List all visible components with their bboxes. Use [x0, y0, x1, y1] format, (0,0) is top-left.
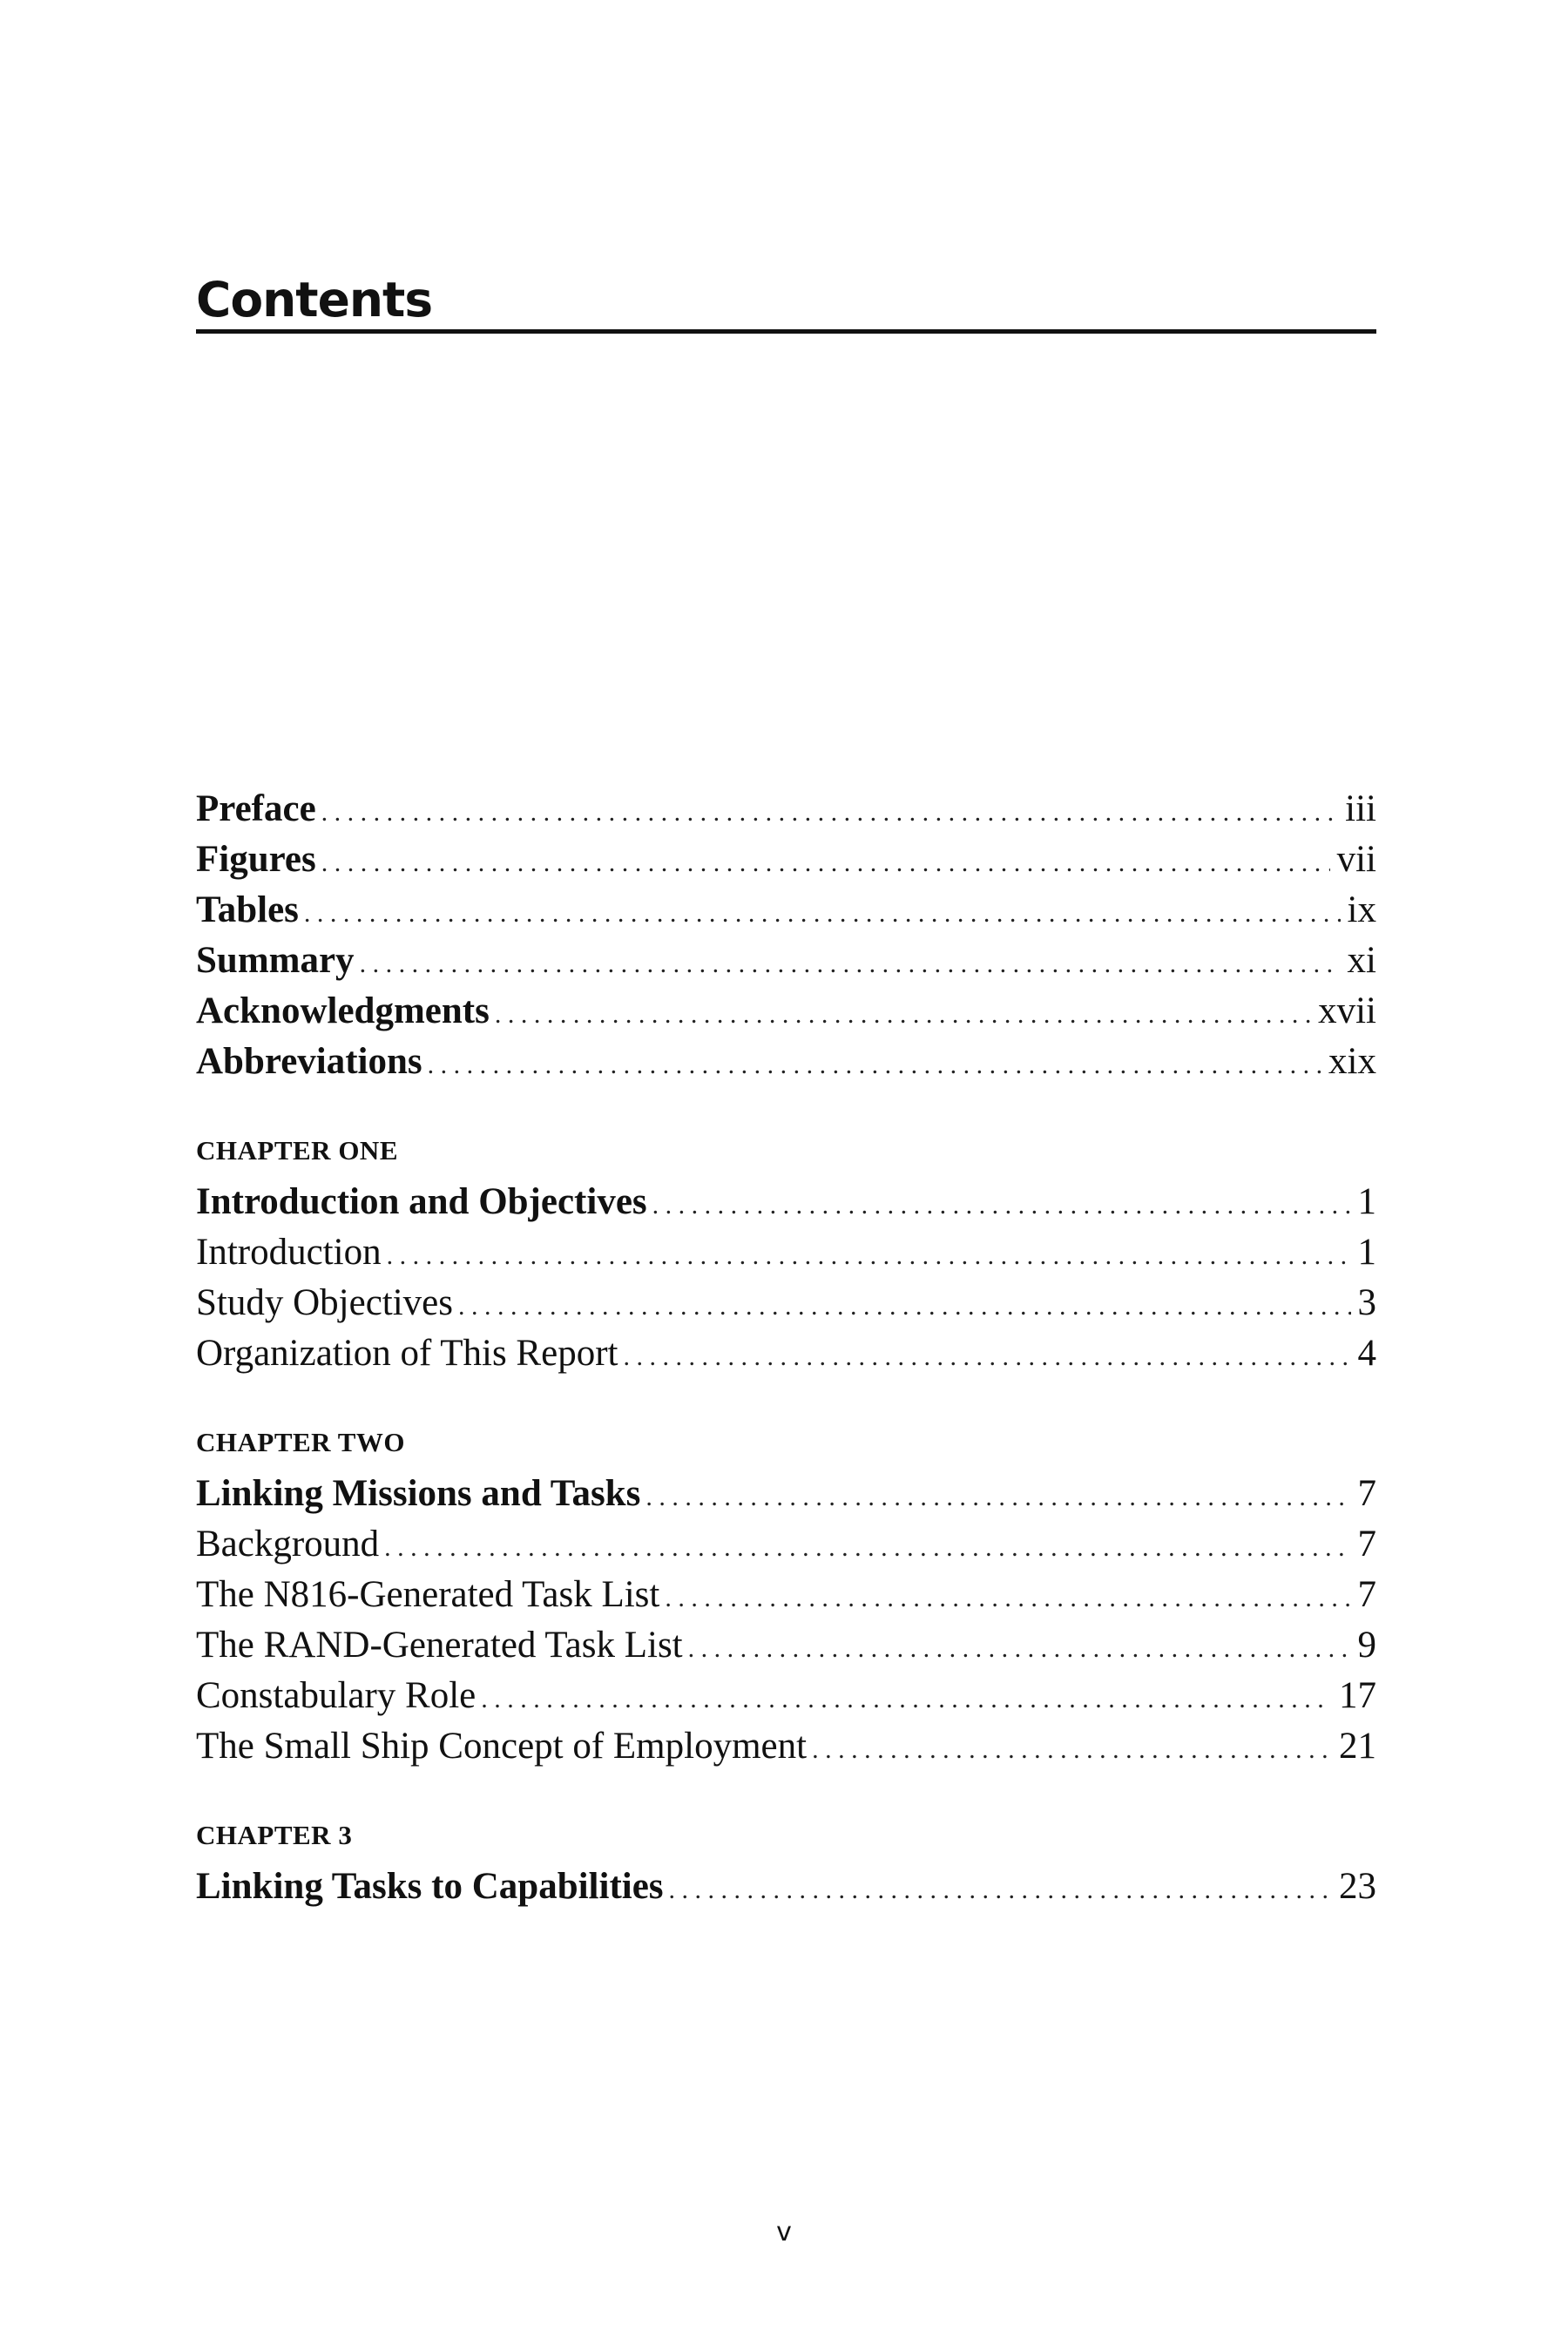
toc-entry-label: Background — [196, 1524, 380, 1565]
toc-entry-page: 7 — [1357, 1524, 1376, 1565]
dot-leader — [645, 1472, 1350, 1523]
toc-chapter-title[interactable] — [196, 1862, 1376, 1912]
toc-entry-acknowledgments[interactable] — [196, 986, 1376, 1037]
toc-section-entry[interactable] — [196, 1519, 1376, 1570]
toc-entry-page: 9 — [1357, 1625, 1376, 1666]
dot-leader — [360, 939, 1341, 990]
toc-entry-page: ix — [1347, 889, 1376, 930]
title-rule — [196, 329, 1376, 334]
toc-entry-page: xvii — [1318, 990, 1376, 1031]
toc-entry-label: Organization of This Report — [196, 1333, 618, 1374]
toc-section-entry[interactable] — [196, 1278, 1376, 1328]
chapter-two-group — [196, 1423, 1376, 1772]
toc-entry-page: 4 — [1357, 1333, 1376, 1374]
toc-entry-label: Linking Missions and Tasks — [196, 1473, 641, 1514]
toc-entry-label: The Small Ship Concept of Employment — [196, 1726, 808, 1767]
toc-entry-label: Figures — [196, 839, 316, 880]
toc-entry-summary[interactable] — [196, 936, 1376, 986]
toc-entry-label: Tables — [196, 889, 299, 930]
toc-entry-label: Constabulary Role — [196, 1675, 476, 1716]
toc-section-entry[interactable] — [196, 1671, 1376, 1721]
toc-entry-page: 23 — [1339, 1866, 1376, 1907]
dot-leader — [495, 990, 1311, 1040]
table-of-contents — [196, 784, 1376, 1912]
toc-entry-page: 7 — [1357, 1574, 1376, 1615]
toc-entry-tables[interactable] — [196, 885, 1376, 936]
toc-entry-abbreviations[interactable] — [196, 1037, 1376, 1087]
dot-leader — [652, 1180, 1351, 1231]
toc-chapter-title[interactable] — [196, 1177, 1376, 1227]
toc-entry-page: xi — [1347, 940, 1376, 981]
dot-leader — [321, 838, 1330, 889]
toc-entry-label: Study Objectives — [196, 1282, 453, 1323]
toc-section-entry[interactable] — [196, 1227, 1376, 1278]
dot-leader — [304, 889, 1341, 939]
toc-entry-label: Acknowledgments — [196, 990, 490, 1031]
toc-entry-label: Introduction — [196, 1232, 382, 1273]
dot-leader — [688, 1624, 1351, 1674]
toc-entry-page: iii — [1345, 788, 1376, 829]
toc-entry-page: vii — [1336, 839, 1376, 880]
page-number: v — [776, 2217, 792, 2247]
chapter-label: CHAPTER ONE — [196, 1135, 398, 1166]
chapter-one-group — [196, 1131, 1376, 1379]
chapter-label: CHAPTER 3 — [196, 1820, 353, 1850]
toc-entry-label: The RAND-Generated Task List — [196, 1625, 683, 1666]
dot-leader — [623, 1332, 1350, 1382]
dot-leader — [384, 1523, 1350, 1573]
page-title: Contents — [196, 271, 433, 328]
toc-entry-page: 3 — [1357, 1282, 1376, 1323]
dot-leader — [428, 1040, 1321, 1091]
toc-entry-page: 1 — [1357, 1181, 1376, 1222]
toc-chapter-title[interactable] — [196, 1469, 1376, 1519]
dot-leader — [669, 1865, 1332, 1916]
toc-entry-page: 7 — [1357, 1473, 1376, 1514]
toc-entry-label: The N816-Generated Task List — [196, 1574, 660, 1615]
toc-entry-page: xix — [1328, 1041, 1376, 1082]
toc-entry-label: Linking Tasks to Capabilities — [196, 1866, 664, 1907]
toc-entry-page: 21 — [1339, 1726, 1376, 1767]
dot-leader — [458, 1281, 1351, 1332]
toc-section-entry[interactable] — [196, 1328, 1376, 1379]
toc-entry-page: 17 — [1339, 1675, 1376, 1716]
dot-leader — [321, 787, 1339, 838]
dot-leader — [665, 1573, 1350, 1624]
toc-section-entry[interactable] — [196, 1570, 1376, 1620]
dot-leader — [812, 1725, 1332, 1775]
toc-entry-figures[interactable] — [196, 835, 1376, 885]
dot-leader — [481, 1674, 1332, 1725]
front-matter-list — [196, 784, 1376, 1087]
toc-entry-page: 1 — [1357, 1232, 1376, 1273]
toc-entry-label: Introduction and Objectives — [196, 1181, 647, 1222]
toc-section-entry[interactable] — [196, 1620, 1376, 1671]
chapter-label: CHAPTER TWO — [196, 1427, 406, 1457]
dot-leader — [387, 1231, 1351, 1281]
toc-entry-label: Abbreviations — [196, 1041, 422, 1082]
chapter-three-group — [196, 1815, 1376, 1912]
toc-entry-label: Preface — [196, 788, 316, 829]
toc-entry-preface[interactable] — [196, 784, 1376, 835]
toc-section-entry[interactable] — [196, 1721, 1376, 1772]
toc-entry-label: Summary — [196, 940, 355, 981]
